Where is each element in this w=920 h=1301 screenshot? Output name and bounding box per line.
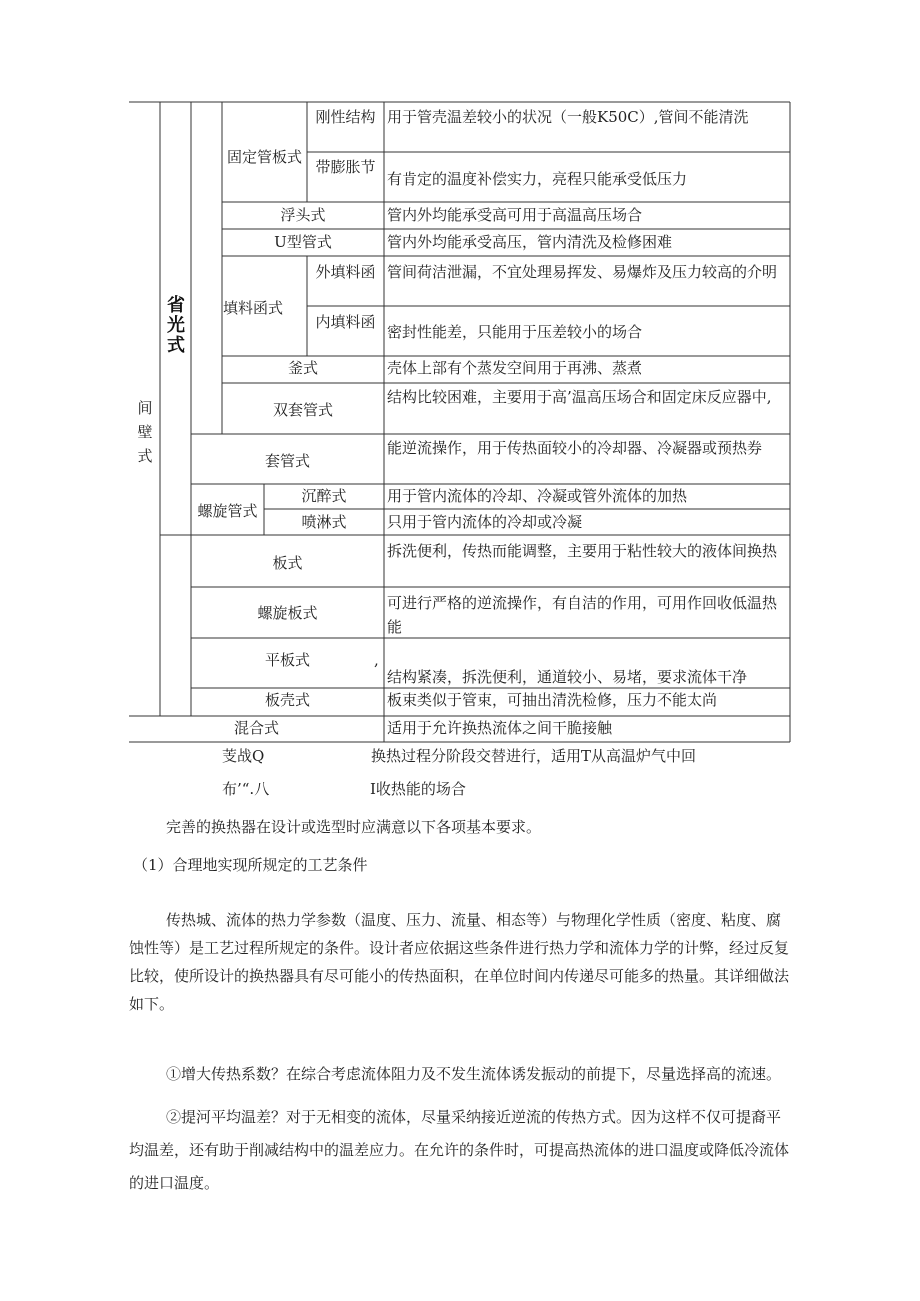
fixed-tube-sheet-label: 固定管板式 [226,148,302,166]
expansion-joint-label: 带膨胀节 [315,158,376,176]
col-main-text: 间壁式 [137,399,153,465]
spiral-tube-label: 螺旋管式 [197,502,258,520]
plate-label: 板式 [272,554,303,572]
rigid-structure-label: 刚性结构 [315,108,376,126]
u-tube-label: U型管式 [274,233,332,251]
spray-desc: 只用于管内流体的冷却或冷凝 [387,513,583,531]
packed-box-label: 填料函式 [222,299,283,317]
double-tube-sheet-label: 双套管式 [272,401,333,419]
rigid-structure-desc: 用于管壳温差较小的状况（一般K50C）,管间不能清洗 [387,108,749,126]
spiral-plate-label: 螺旋板式 [257,604,318,622]
col-tube-text: 省光式 [167,295,185,356]
col-main-label [135,396,155,468]
inner-packed-desc: 密封性能差，只能用于压差较小的场合 [387,323,643,341]
floating-head-desc: 管内外均能承受高可用于高温高压场合 [387,206,643,224]
regen-desc-1: 换热过程分阶段交替进行，适用T从高温炉气中回 [371,747,697,765]
flat-plate-mark: , [374,651,379,669]
double-pipe-label: 套管式 [264,452,310,470]
paragraph-1: 传热城、流体的热力学参数（温度、压力、流量、相态等）与物理化学性质（密度、粘度、腐蚀性等）是工艺过程所规定的条件。设计者应依据这些条件进行热力学和流体力学的计弊，经过反复比较，使所设计的换热器具有尽可能小的传热面积，在单位时间内传递尽可能多的热量。其详细做法如下。 [129,911,790,1013]
immersed-desc: 用于管内流体的冷却、冷凝或管外流体的加热 [387,487,688,505]
immersed-label: 沉醉式 [301,487,347,505]
plate-desc: 拆洗便利，传热而能调整，主要用于粘性较大的液体间换热 [387,542,778,560]
regen-desc-2: I收热能的场合 [370,780,466,798]
plate-shell-desc: 板束类似于管束，可抽出清洗检修，压力不能太尚 [387,691,718,709]
floating-head-label: 浮头式 [280,206,326,224]
inner-packed-label: 内填料函 [315,313,376,331]
expansion-joint-desc: 有肯定的温度补偿实力，亮程只能承受低压力 [387,170,688,188]
intro-text: 完善的换热器在设计或选型时应满意以下各项基本要求。 [166,818,542,836]
spray-label: 喷淋式 [301,513,347,531]
outer-packed-label: 外填料函 [315,263,376,281]
kettle-label: 釜式 [287,359,318,377]
list-item-2: ②提河平均温差？对于无相变的流体，尽量采纳接近逆流的传热方式。因为这样不仅可提裔平均温差，还有助于削减结构中的温差应力。在允许的条件时，可提高热流体的进口温度或降低冷流体的进口温度。 [129,1108,790,1192]
flat-plate-desc: 结构紧凑，拆洗便利，通道较小、易堵，要求流体干净 [387,668,748,686]
regen-label-1: 芰战Q [222,747,265,765]
double-tube-sheet-desc: 结构比较困难，主要用于高’温高压场合和固定床反应器中, [387,388,772,406]
col-tube-label [166,296,186,356]
regen-label-2: 布’“.八 [222,780,270,798]
mixing-desc: 适用于允许换热流体之间干脆接触 [387,719,613,737]
spiral-plate-desc-1: 可进行严格的逆流操作，有自洁的作用，可用作回收低温热 [387,594,778,612]
outer-packed-desc: 管间荷洁泄漏，不宜处理易挥发、易爆炸及压力较高的介明 [387,263,778,281]
kettle-desc: 壳体上部有个蒸发空间用于再沸、蒸煮 [387,359,643,377]
u-tube-desc: 管内外均能承受高压，管内清洗及检修困难 [387,233,673,251]
mixing-label: 混合式 [233,719,279,737]
spiral-plate-desc-2: 能 [387,618,403,636]
section-heading: （1）合理地实现所规定的工艺条件 [133,856,368,874]
plate-shell-label: 板壳式 [264,691,310,709]
double-pipe-desc: 能逆流操作，用于传热面较小的冷却器、冷凝器或预热券 [387,439,763,457]
flat-plate-label: 平板式 [264,651,310,669]
list-item-1: ①增大传热系数？在综合考虑流体阻力及不发生流体诱发振动的前提下，尽量选择高的流速。 [166,1065,782,1083]
